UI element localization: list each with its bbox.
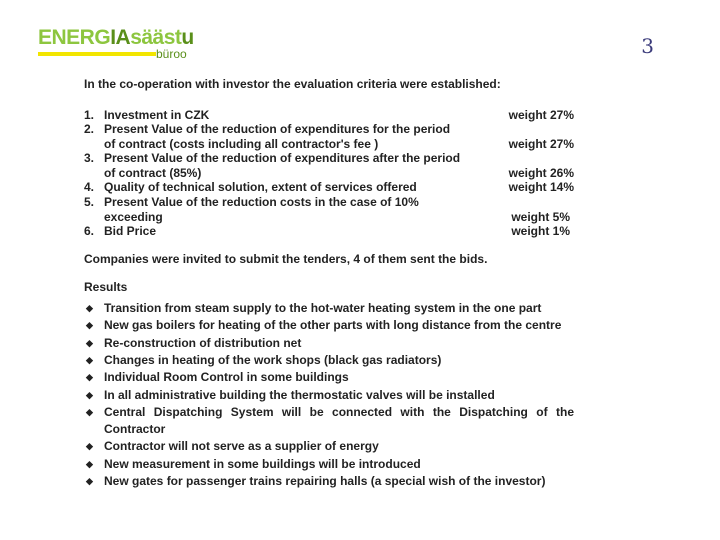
results-heading: Results xyxy=(84,280,128,294)
criterion-number: 3. xyxy=(84,151,95,165)
criterion-row xyxy=(84,180,574,195)
tenders-paragraph: Companies were invited to submit the tenders, 4 of them sent the bids. xyxy=(84,252,488,266)
diamond-bullet-icon: ◆ xyxy=(86,458,93,469)
logo-subtitle: büroo xyxy=(156,47,187,61)
criterion-row xyxy=(84,151,574,166)
results-item-text: In all administrative building the thermostatic valves will be installed xyxy=(104,387,495,402)
criterion-text: Present Value of the reduction costs in the case of 10% xyxy=(104,195,419,209)
criterion-number: 4. xyxy=(84,180,95,194)
criterion-number: 1. xyxy=(84,108,95,122)
criterion-row xyxy=(84,210,574,225)
criterion-text: Present Value of the reduction of expenditures for the period xyxy=(104,122,451,136)
criterion-number: 6. xyxy=(84,224,95,238)
diamond-bullet-icon: ◆ xyxy=(86,320,93,331)
intro-text: In the co-operation with investor the evaluation criteria were established: xyxy=(84,77,501,91)
criterion-row xyxy=(84,108,574,123)
diamond-bullet-icon: ◆ xyxy=(86,441,93,452)
results-item-text: Contractor will not serve as a supplier of energy xyxy=(104,439,379,454)
diamond-bullet-icon: ◆ xyxy=(86,476,93,486)
diamond-bullet-icon: ◆ xyxy=(86,303,93,313)
results-item-text: New gates for passenger trains repairing halls (a special wish of the investor) xyxy=(104,474,546,488)
page-number: 3 xyxy=(641,34,654,58)
criterion-weight: weight 26% xyxy=(508,166,574,180)
logo-part-4: u xyxy=(181,26,194,49)
results-item-text: Changes in heating of the work shops (black gas radiators) xyxy=(104,352,442,367)
criterion-row xyxy=(84,166,574,181)
criterion-number: 2. xyxy=(84,122,95,136)
energiasaastu-logo xyxy=(38,26,198,62)
criterion-text: Quality of technical solution, extent of services offered xyxy=(104,180,417,194)
criterion-row xyxy=(84,224,574,239)
results-item-text: New gas boilers for heating of the other parts with long distance from the centre xyxy=(104,318,562,333)
logo-part-3: sääst xyxy=(130,26,182,49)
logo-yellow-bar xyxy=(38,52,156,56)
criterion-text: of contract (costs including all contractor's fee ) xyxy=(104,137,379,151)
logo-part-1: ENERG xyxy=(38,26,111,49)
results-item-text: New measurement in some buildings will be introduced xyxy=(104,456,421,471)
results-item-text: Re-construction of distribution net xyxy=(104,335,302,350)
criterion-weight: weight 14% xyxy=(508,180,574,194)
criterion-row xyxy=(84,122,574,137)
results-item-text: Individual Room Control in some buildings xyxy=(104,370,349,385)
criterion-text: Investment in CZK xyxy=(104,108,210,122)
criterion-number: 5. xyxy=(84,195,95,209)
criterion-weight: weight 1% xyxy=(511,224,570,238)
criterion-weight: weight 5% xyxy=(511,210,570,224)
criterion-text: Present Value of the reduction of expenditures after the period xyxy=(104,151,461,165)
diamond-bullet-icon: ◆ xyxy=(86,354,93,365)
results-item-text: Central Dispatching System will be connected with the Dispatching of the xyxy=(104,404,574,419)
diamond-bullet-icon: ◆ xyxy=(86,337,93,348)
criterion-row xyxy=(84,137,574,152)
results-item-text: Transition from steam supply to the hot-water heating system in the one part xyxy=(104,301,542,315)
criterion-weight: weight 27% xyxy=(508,108,574,122)
criterion-row xyxy=(84,195,574,210)
diamond-bullet-icon: ◆ xyxy=(86,406,93,417)
criterion-text: exceeding xyxy=(104,210,163,224)
results-item-text: Contractor xyxy=(104,422,166,437)
diamond-bullet-icon: ◆ xyxy=(86,372,93,383)
criterion-text: Bid Price xyxy=(104,224,157,238)
diamond-bullet-icon: ◆ xyxy=(86,389,93,400)
criterion-text: of contract (85%) xyxy=(104,166,202,180)
criterion-weight: weight 27% xyxy=(508,137,574,151)
logo-part-2: IA xyxy=(110,26,131,49)
